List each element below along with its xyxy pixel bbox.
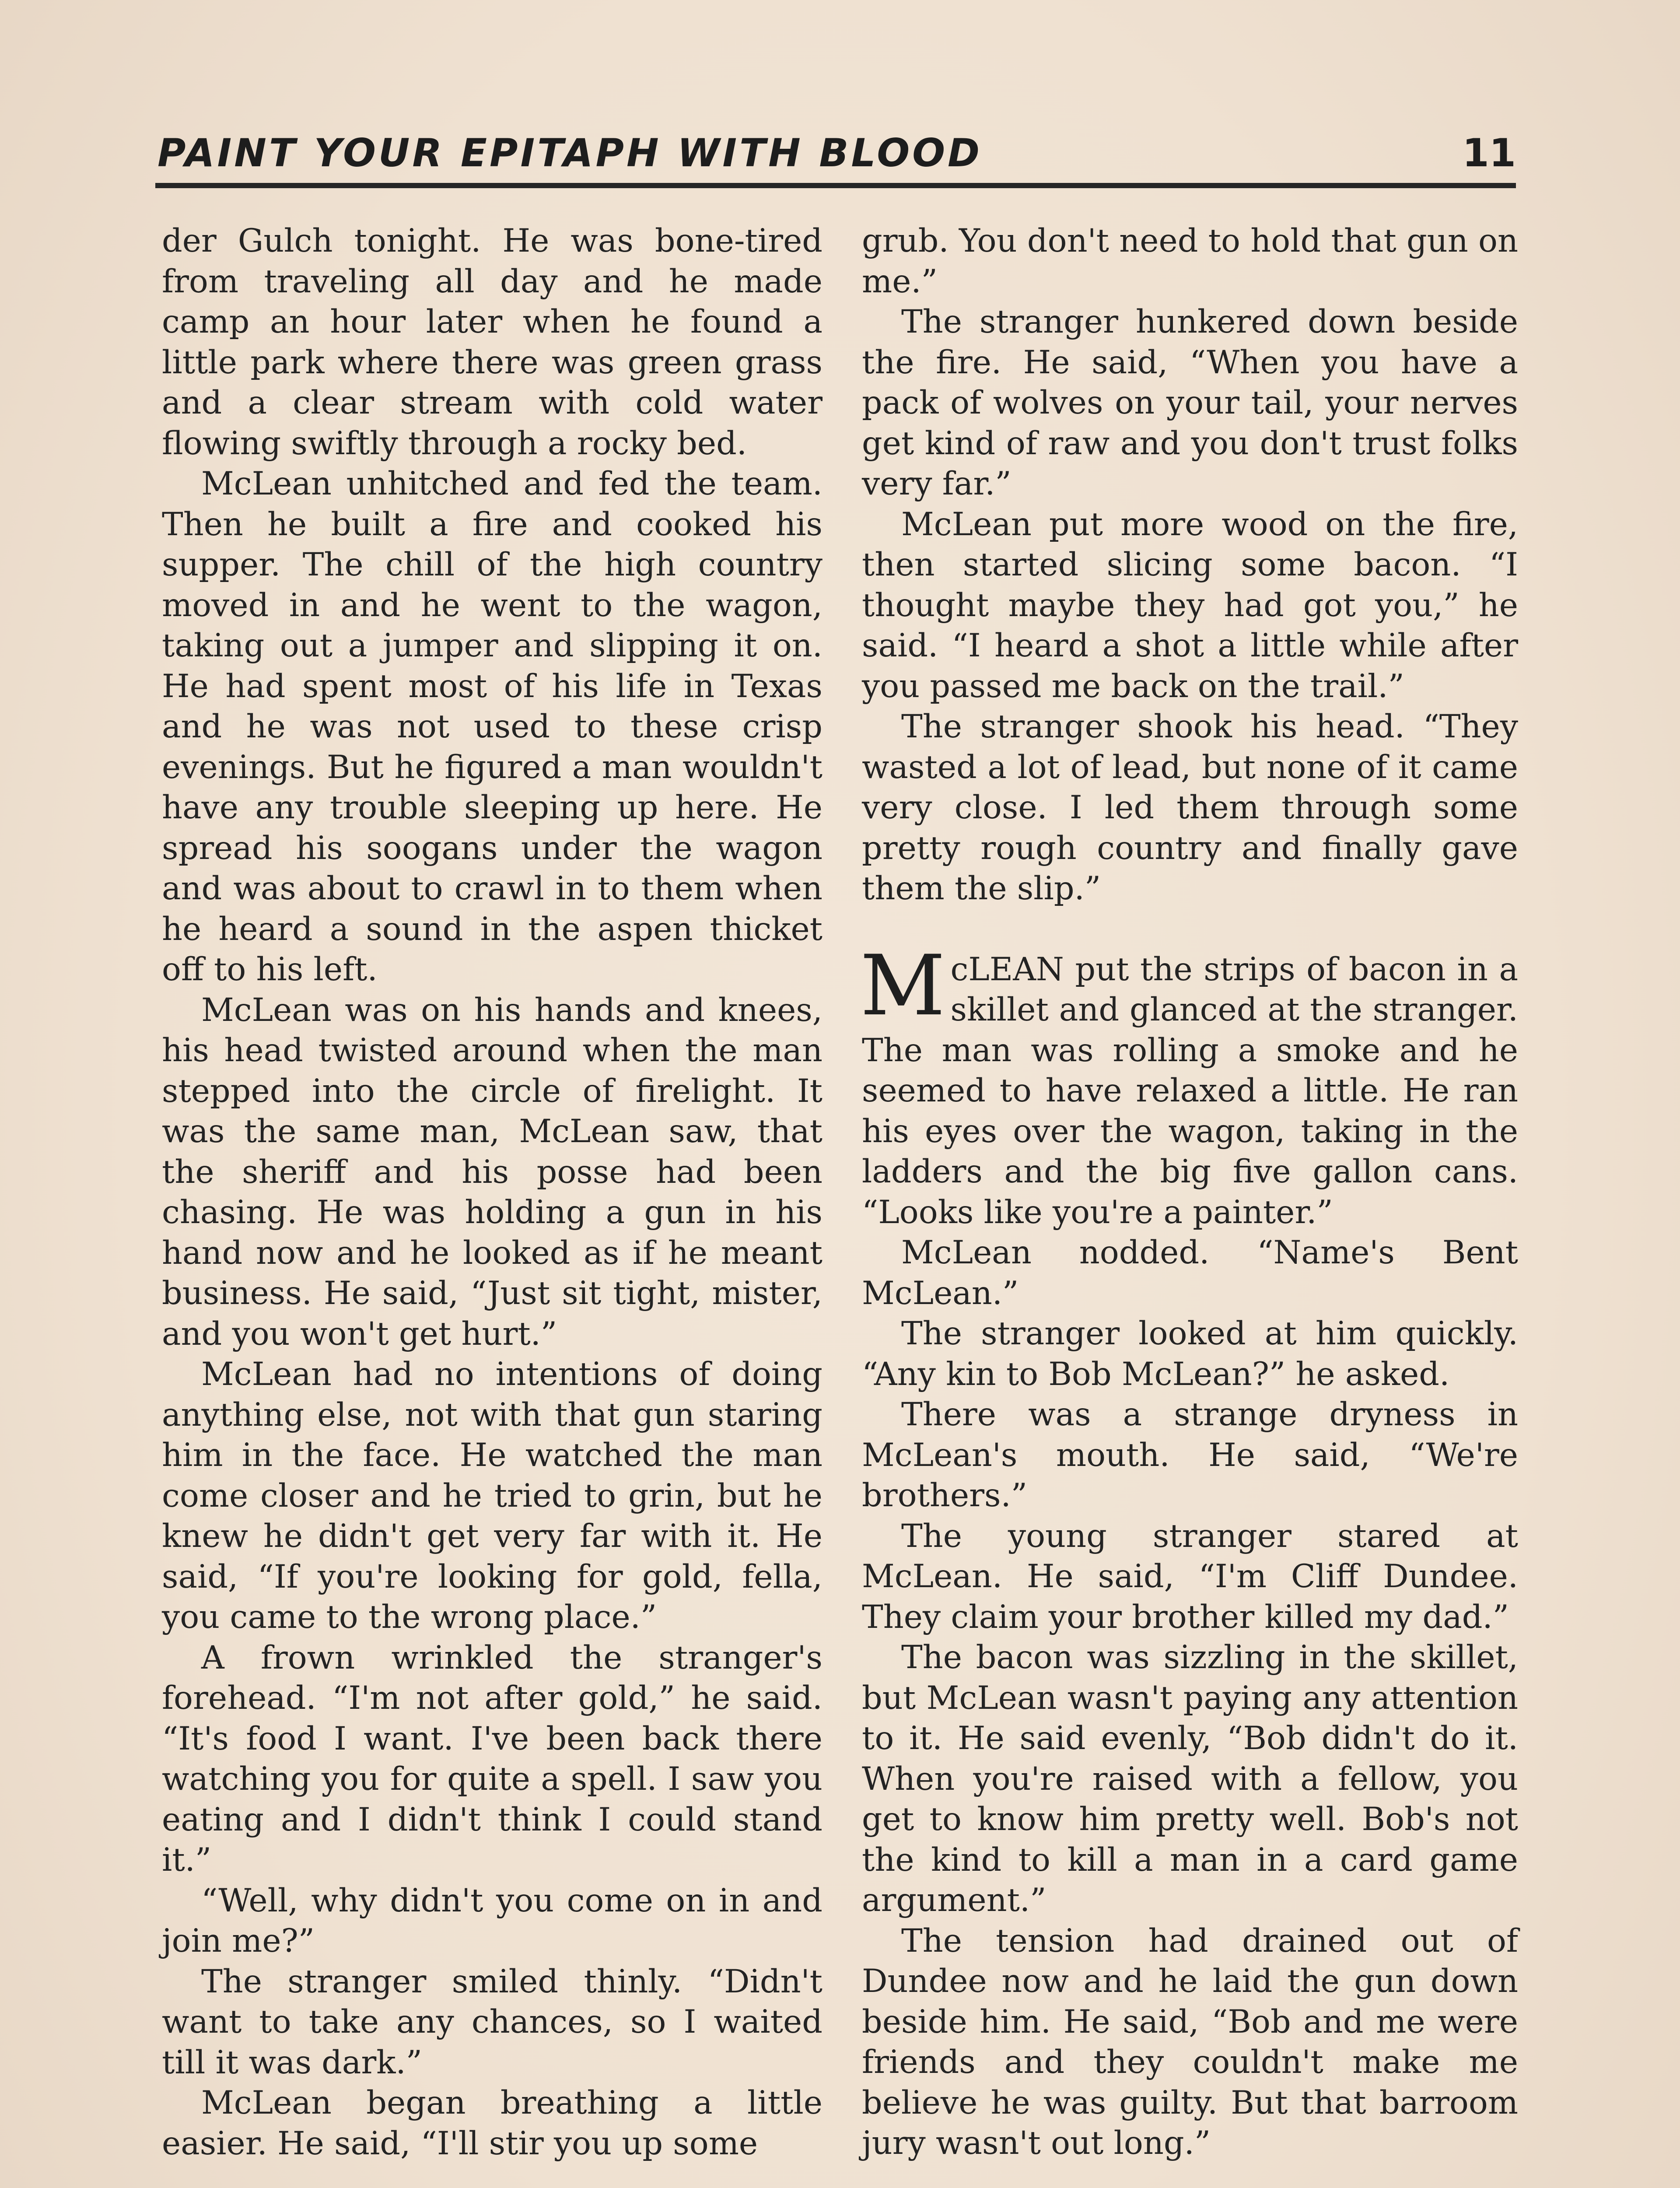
paragraph: McLean put more wood on the fire, then started slicing some bacon. “I thought maybe they had got you,” he said. “I heard a shot a little while after you passed me back on the trail.” — [862, 505, 1518, 705]
right-column — [862, 221, 1518, 2164]
dropcap-paragraph — [860, 937, 1518, 1233]
paragraph: McLean nodded. “Name's Bent McLean.” — [862, 1234, 1518, 1312]
paragraph: der Gulch tonight. He was bone-tired from traveling all day and he made camp an hour later when he found a little park where there was green grass and a clear stream with cold water flowing swiftly through a rocky bed. — [162, 222, 822, 462]
paragraph: There was a strange dryness in McLean's mouth. He said, “We're brothers.” — [862, 1396, 1518, 1514]
paragraph: The tension had drained out of Dundee now and he laid the gun down beside him. He said, “Bob and me were friends and they couldn't make me believe he was guilty. But that barroom jury wasn't out long.” — [862, 1922, 1518, 2162]
section-break — [862, 909, 1518, 950]
paragraph: The young stranger stared at McLean. He said, “I'm Cliff Dundee. They claim your brother killed my dad.” — [862, 1517, 1518, 1636]
drop-cap: M — [860, 937, 945, 1034]
left-column — [162, 221, 822, 2164]
paragraph: McLean unhitched and fed the team. Then he built a fire and cooked his supper. The chill of the high country moved in and he went to the wagon, taking out a jumper and slipping it on. He had spent most of his life in Texas and he was not used to these crisp evenings. But he figured a man wouldn't have any trouble sleeping up here. He spread his soogans under the wagon and was about to crawl in to them when he heard a sound in the aspen thicket off to his left. — [162, 465, 822, 988]
page-header — [158, 127, 1516, 184]
paragraph: “Well, why didn't you come on in and join me?” — [162, 1882, 822, 1960]
paragraph: grub. You don't need to hold that gun on me.” — [862, 222, 1518, 300]
paragraph: The bacon was sizzling in the skillet, but McLean wasn't paying any attention to it. He said evenly, “Bob didn't do it. When you're raised with a fellow, you get to know him pretty well. Bob's not the kind to kill a man in a card game argument.” — [862, 1639, 1518, 1919]
dropcap-paragraph-text: cLEAN put the strips of bacon in a skillet and glanced at the stranger. The man was rolling a smoke and he seemed to have relaxed a little. He ran his eyes over the wagon, taking in the ladders and the big five gallon cans. “Looks like you're a painter.” — [862, 950, 1518, 1231]
page-number: 11 — [1462, 130, 1516, 175]
paragraph: McLean had no intentions of doing anything else, not with that gun staring him in the face. He watched the man come closer and he tried to grin, but he knew he didn't get very far with it. He said, “If you're looking for gold, fella, you came to the wrong place.” — [162, 1356, 822, 1636]
paragraph: The stranger looked at him quickly. “Any kin to Bob McLean?” he asked. — [862, 1315, 1518, 1393]
paragraph: The stranger shook his head. “They wasted a lot of lead, but none of it came very close. I led them through some pretty rough country and finally gave them the slip.” — [862, 708, 1518, 907]
paragraph: McLean was on his hands and knees, his head twisted around when the man stepped into the circle of firelight. It was the same man, McLean saw, that the sheriff and his posse had been chasing. He was holding a gun in his hand now and he looked as if he meant business. He said, “Just sit tight, mister, and you won't get hurt.” — [162, 991, 822, 1353]
header-rule — [155, 183, 1516, 188]
running-title: PAINT YOUR EPITAPH WITH BLOOD — [158, 130, 983, 175]
paragraph: A frown wrinkled the stranger's forehead. “I'm not after gold,” he said. “It's food I want. I've been back there watching you for quite a spell. I saw you eating and I didn't think I could stand it.” — [162, 1639, 822, 1879]
paragraph: The stranger smiled thinly. “Didn't want to take any chances, so I waited till it was dark.” — [162, 1963, 822, 2081]
paragraph: McLean began breathing a little easier. He said, “I'll stir you up some — [162, 2084, 822, 2162]
paragraph: The stranger hunkered down beside the fire. He said, “When you have a pack of wolves on your tail, your nerves get kind of raw and you don't trust folks very far.” — [862, 303, 1518, 502]
